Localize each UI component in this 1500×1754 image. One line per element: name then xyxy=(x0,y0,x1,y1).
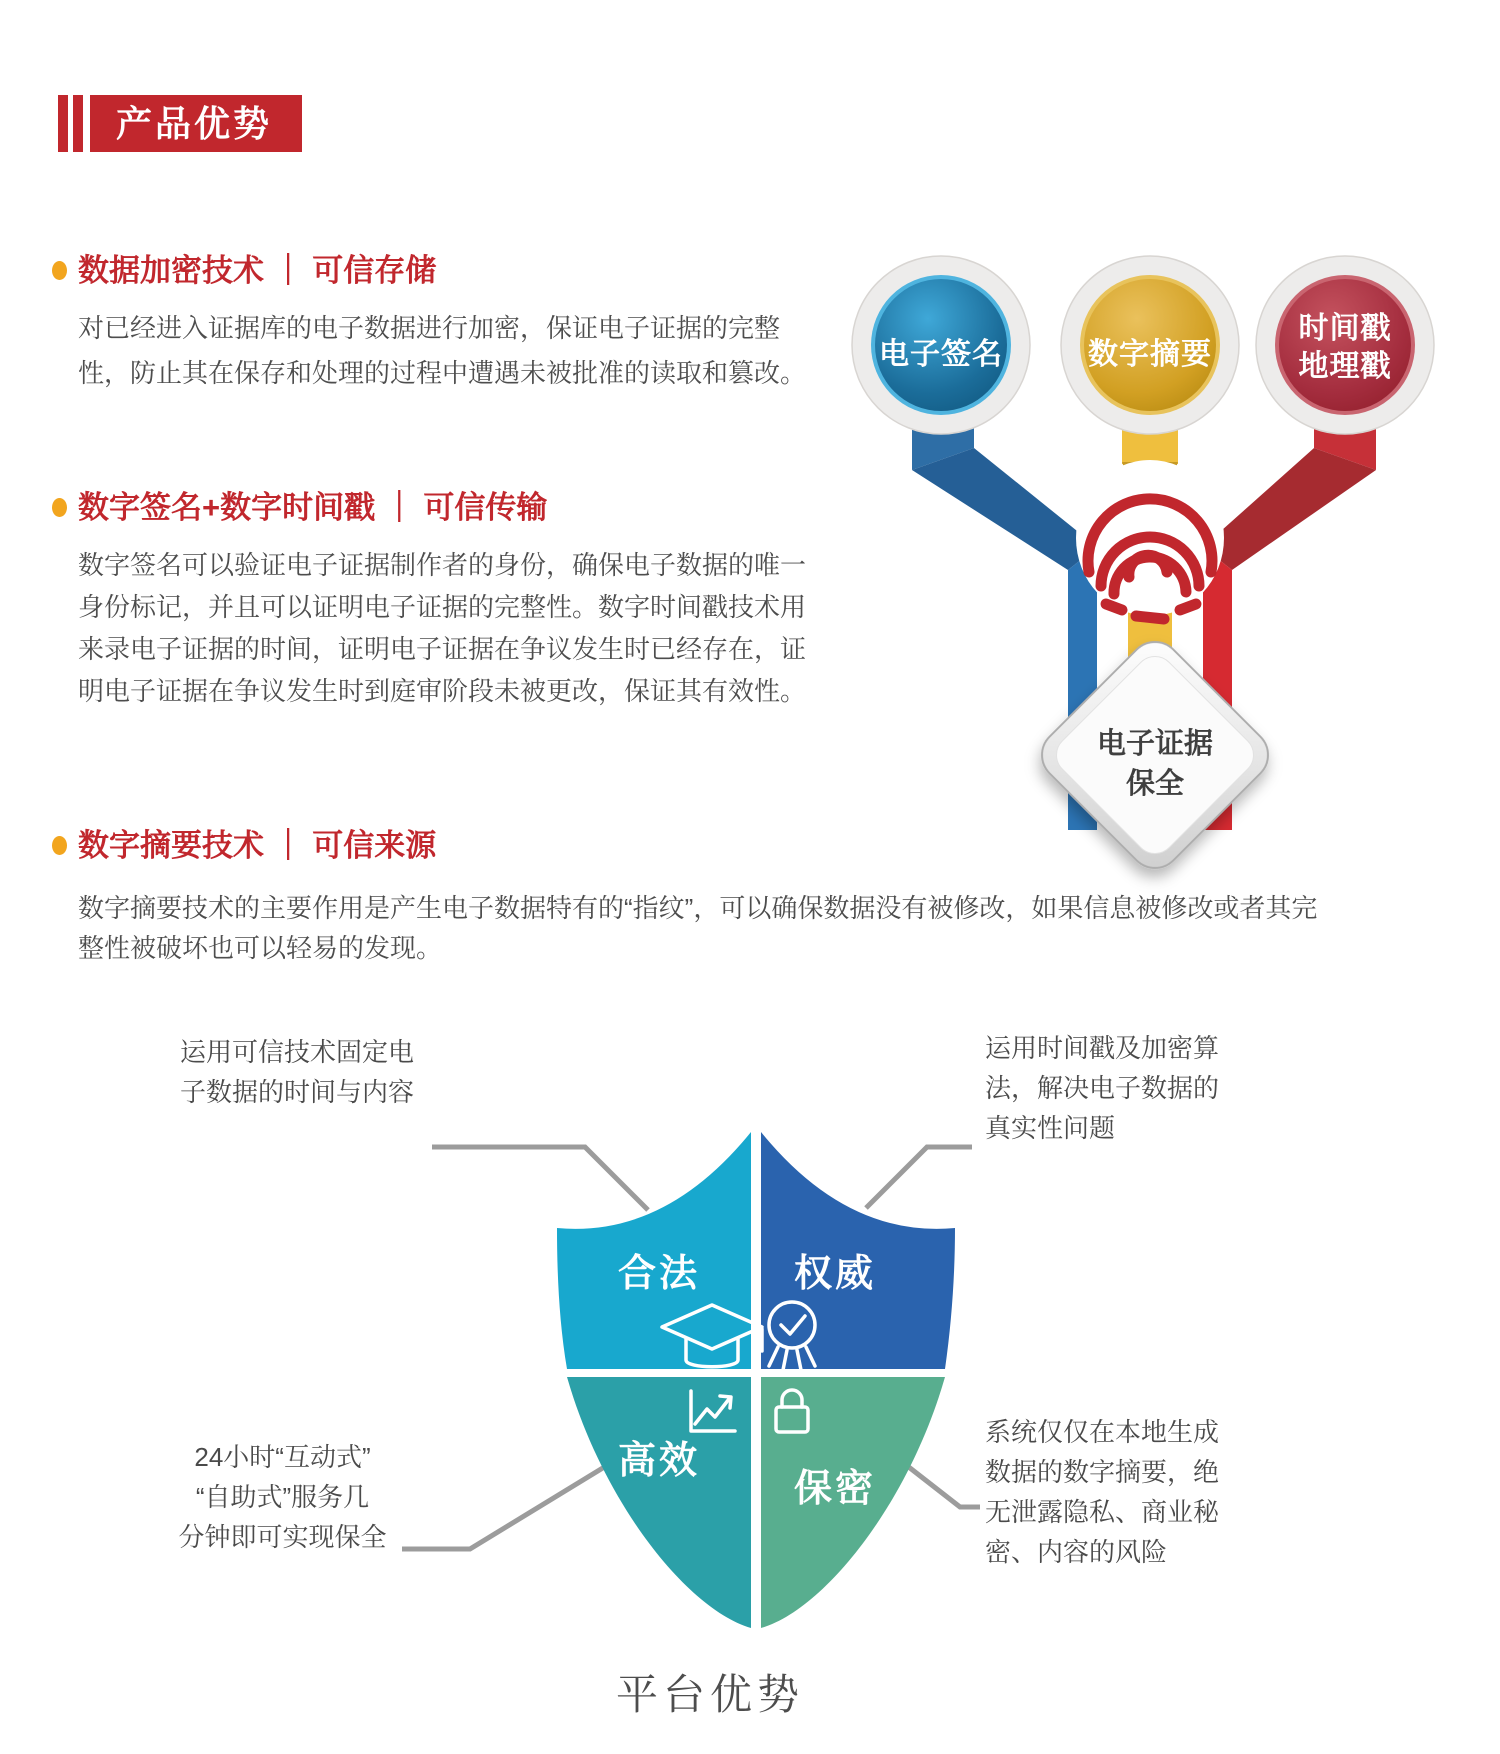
section1-body xyxy=(78,306,806,396)
node-label-line: 时间戳 xyxy=(1298,312,1392,345)
callout-line: 真实性问题 xyxy=(985,1113,1116,1143)
bullet-icon xyxy=(52,836,67,855)
callout-bottom-right xyxy=(985,1412,1219,1572)
quadrant-label-legal: 合法 xyxy=(617,1253,700,1295)
section1-heading: 数据加密技术 ｜ 可信存储 xyxy=(78,253,437,288)
callout-line: 24小时“互动式” xyxy=(194,1442,371,1472)
body-line: 性，防止其在保存和处理的过程中遭遇未被批准的读取和篡改。 xyxy=(78,358,807,388)
node-label-esign: 电子签名 xyxy=(879,338,1003,371)
callout-line: “自助式”服务几 xyxy=(195,1482,370,1512)
header-accent-bar-1 xyxy=(58,95,68,152)
result-label-line: 电子证据 xyxy=(1096,728,1213,760)
section2-heading: 数字签名+数字时间戳 ｜ 可信传输 xyxy=(78,490,548,525)
body-line: 身份标记，并且可以证明电子证据的完整性。数字时间戳技术用 xyxy=(78,592,807,622)
body-line: 明电子证据在争议发生时到庭审阶段未被更改，保证其有效性。 xyxy=(78,676,807,706)
callout-line: 数据的数字摘要，绝 xyxy=(985,1457,1220,1487)
node-label-line: 地理戳 xyxy=(1298,350,1392,383)
body-line: 数字签名可以验证电子证据制作者的身份，确保电子数据的唯一 xyxy=(78,550,807,580)
body-line: 对已经进入证据库的电子数据进行加密，保证电子证据的完整 xyxy=(78,313,781,343)
section2-body xyxy=(78,544,806,712)
header-accent-bar-2 xyxy=(73,95,83,152)
callout-line: 运用时间戳及加密算 xyxy=(985,1033,1220,1063)
callout-top-left xyxy=(180,1032,414,1112)
node-label-timestamp xyxy=(1255,310,1435,386)
callout-line: 无泄露隐私、商业秘 xyxy=(985,1497,1220,1527)
bullet-icon xyxy=(52,261,67,280)
callout-top-right xyxy=(985,1028,1219,1148)
result-label xyxy=(1055,724,1255,804)
shield-caption: 平台优势 xyxy=(615,1671,804,1718)
page-title: 产品优势 xyxy=(116,103,273,144)
callout-line: 密、内容的风险 xyxy=(985,1537,1168,1567)
body-line: 数字摘要技术的主要作用是产生电子数据特有的“指纹”，可以确保数据没有被修改，如果信息被修改或者其完 xyxy=(78,893,1318,923)
bullet-icon xyxy=(52,498,67,517)
callout-line: 分钟即可实现保全 xyxy=(178,1522,387,1552)
section3-heading: 数字摘要技术 ｜ 可信来源 xyxy=(78,828,437,863)
quadrant-label-authority: 权威 xyxy=(793,1253,876,1295)
callout-line: 运用可信技术固定电 xyxy=(180,1037,415,1067)
result-label-line: 保全 xyxy=(1125,768,1184,800)
body-line: 来录电子证据的时间，证明电子证据在争议发生时已经存在，证 xyxy=(78,634,807,664)
platform-shield-diagram xyxy=(380,1100,1040,1680)
node-label-digest: 数字摘要 xyxy=(1088,338,1212,371)
quadrant-label-confidential: 保密 xyxy=(793,1468,876,1510)
shield-quadrant-efficient xyxy=(567,1377,751,1628)
section-banner xyxy=(90,95,302,152)
callout-line: 法，解决电子数据的 xyxy=(985,1073,1220,1103)
section3-body xyxy=(78,888,1317,968)
quadrant-label-efficient: 高效 xyxy=(617,1440,700,1482)
callout-line: 子数据的时间与内容 xyxy=(180,1077,415,1107)
body-line: 整性被破坏也可以轻易的发现。 xyxy=(78,933,443,963)
callout-bottom-left xyxy=(165,1437,400,1557)
callout-line: 系统仅仅在本地生成 xyxy=(985,1417,1220,1447)
